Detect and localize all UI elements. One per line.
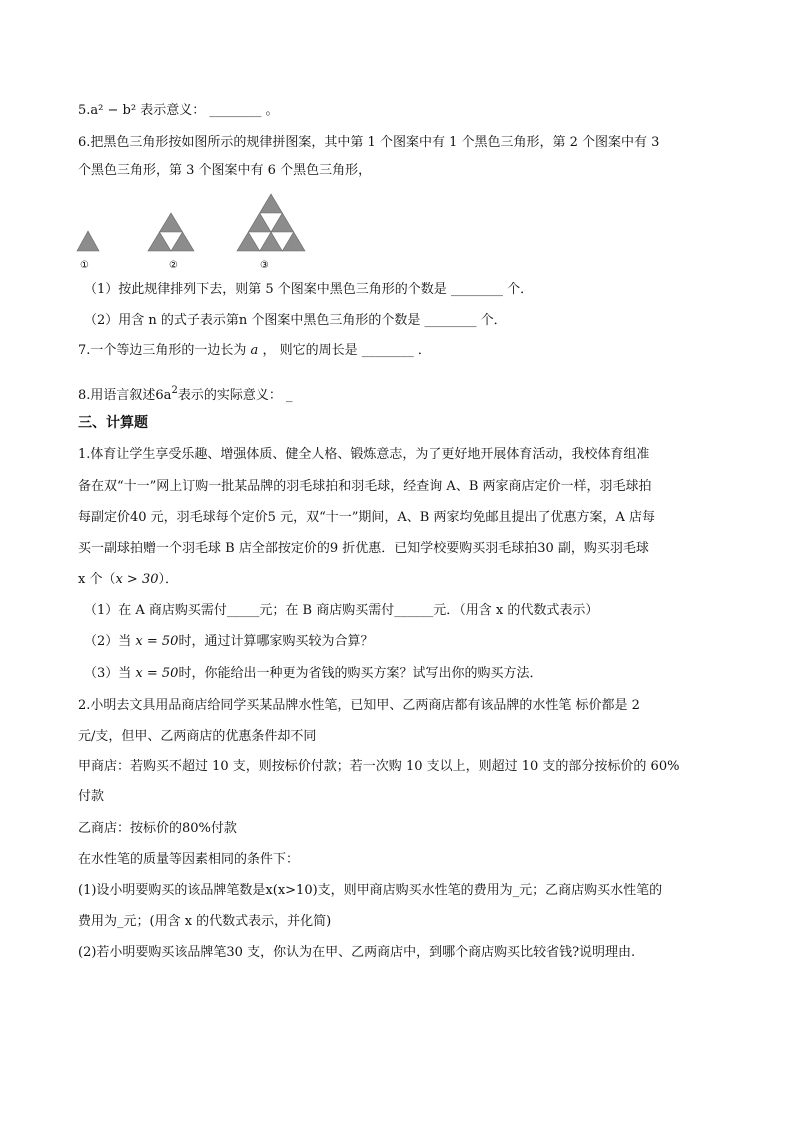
problem-2-line-9: (2)若小明要购买该品牌笔30 支，你认为在甲、乙两商店中，到哪个商店购买比较省钱?说明理由. xyxy=(78,945,636,960)
problem-1-line-3: 每副定价40 元，羽毛球每个定价5 元，双“十一”期间，A、B 两家均免邮且提出了优惠方案，A 店每 xyxy=(78,510,655,525)
problem-1-part-3-a: （3）当 xyxy=(84,666,136,681)
question-5: 5.a² − b² 表示意义： ________ 。 xyxy=(78,103,279,118)
figure-label-3: ③ xyxy=(260,260,269,271)
question-8 xyxy=(78,382,716,405)
problem-1-line-5-a: x 个（ xyxy=(78,572,116,587)
problem-1-line-2: 备在双“十一”网上订购一批某品牌的羽毛球拍和羽毛球，经查询 A、B 两家商店定价一样，羽毛球拍 xyxy=(78,479,652,494)
question-7 xyxy=(78,342,716,360)
question-8-text-b: 表示的实际意义： _ xyxy=(177,388,293,403)
question-6-part-1: （1）按此规律排列下去，则第 5 个图案中黑色三角形的个数是 ________ 个． xyxy=(84,282,534,297)
problem-1-line-5 xyxy=(78,571,716,589)
problem-2-line-4: 付款 xyxy=(78,789,105,804)
pattern-2 xyxy=(148,213,194,251)
question-6-line-2: 个黑色三角形，第 3 个图案中有 6 个黑色三角形， xyxy=(78,163,372,178)
question-6-part-2: （2）用含 n 的式子表示第n 个图案中黑色三角形的个数是 ________ 个． xyxy=(84,313,507,328)
problem-1-condition: x > 30 xyxy=(115,572,159,587)
problem-1-part-2-b: 时，通过计算哪家购买较为合算？ xyxy=(178,634,374,649)
problem-2-line-2: 元/支，但甲、乙两商店的优惠条件却不同 xyxy=(78,729,317,744)
question-8-text-a: 8.用语言叙述6a xyxy=(78,388,172,403)
pattern-3 xyxy=(237,194,305,251)
triangle-pattern-figure xyxy=(76,190,336,272)
problem-2-line-1: 2.小明去文具用品商店给同学买某品牌水性笔，已知甲、乙两商店都有该品牌的水性笔 标价都是 2 xyxy=(78,698,640,713)
problem-2-line-8: 费用为_元；(用含 x 的代数式表示，并化简) xyxy=(78,914,332,929)
figure-label-1: ① xyxy=(80,260,89,271)
question-7-variable: a xyxy=(250,343,259,358)
section-3-heading: 三、计算题 xyxy=(78,415,148,431)
problem-1-part-2-math: x = 50 xyxy=(135,634,179,649)
problem-1-line-5-b: ）． xyxy=(158,572,179,587)
problem-2-line-3: 甲商店：若购买不超过 10 支，则按标价付款；若一次购 10 支以上，则超过 10 支的部分按标价的 60% xyxy=(78,759,680,774)
problem-2-line-6: 在水性笔的质量等因素相同的条件下： xyxy=(78,852,300,867)
problem-1-part-2-a: （2）当 xyxy=(84,634,136,649)
problem-2-line-7: (1)设小明要购买的该品牌笔数是x(x>10)支，则甲商店购买水性笔的费用为_元；乙商店购买水性笔的 xyxy=(78,883,663,898)
problem-1-part-3-math: x = 50 xyxy=(135,666,179,681)
pattern-1 xyxy=(77,231,99,251)
problem-1-part-3-b: 时，你能给出一种更为省钱的购买方案？试写出你的购买方法． xyxy=(178,666,543,681)
question-6-line-1: 6.把黑色三角形按如图所示的规律拼图案，其中第 1 个图案中有 1 个黑色三角形，第 2 个图案中有 3 xyxy=(78,135,660,150)
question-8-superscript: 2 xyxy=(171,385,178,396)
figure-label-2: ② xyxy=(169,260,178,271)
question-7-text-a: 7.一个等边三角形的一边长为 xyxy=(78,343,251,358)
problem-1-line-4: 买一副球拍赠一个羽毛球 B 店全部按定价的9 折优惠．已知学校要购买羽毛球拍30 副，购买羽毛球 xyxy=(78,541,649,556)
problem-1-part-2 xyxy=(84,633,716,651)
problem-1-line-1: 1.体育让学生享受乐趣、增强体质、健全人格、锻炼意志，为了更好地开展体育活动，我校体育组准 xyxy=(78,447,650,462)
problem-1-part-3 xyxy=(84,665,716,683)
question-7-text-b: ， 则它的周长是 ________ ． xyxy=(258,343,431,358)
problem-1-part-1: （1）在 A 商店购买需付_____元；在 B 商店购买需付______元．（用含 x 的代数式表示） xyxy=(84,603,599,618)
problem-2-line-5: 乙商店：按标价的80%付款 xyxy=(78,821,237,836)
